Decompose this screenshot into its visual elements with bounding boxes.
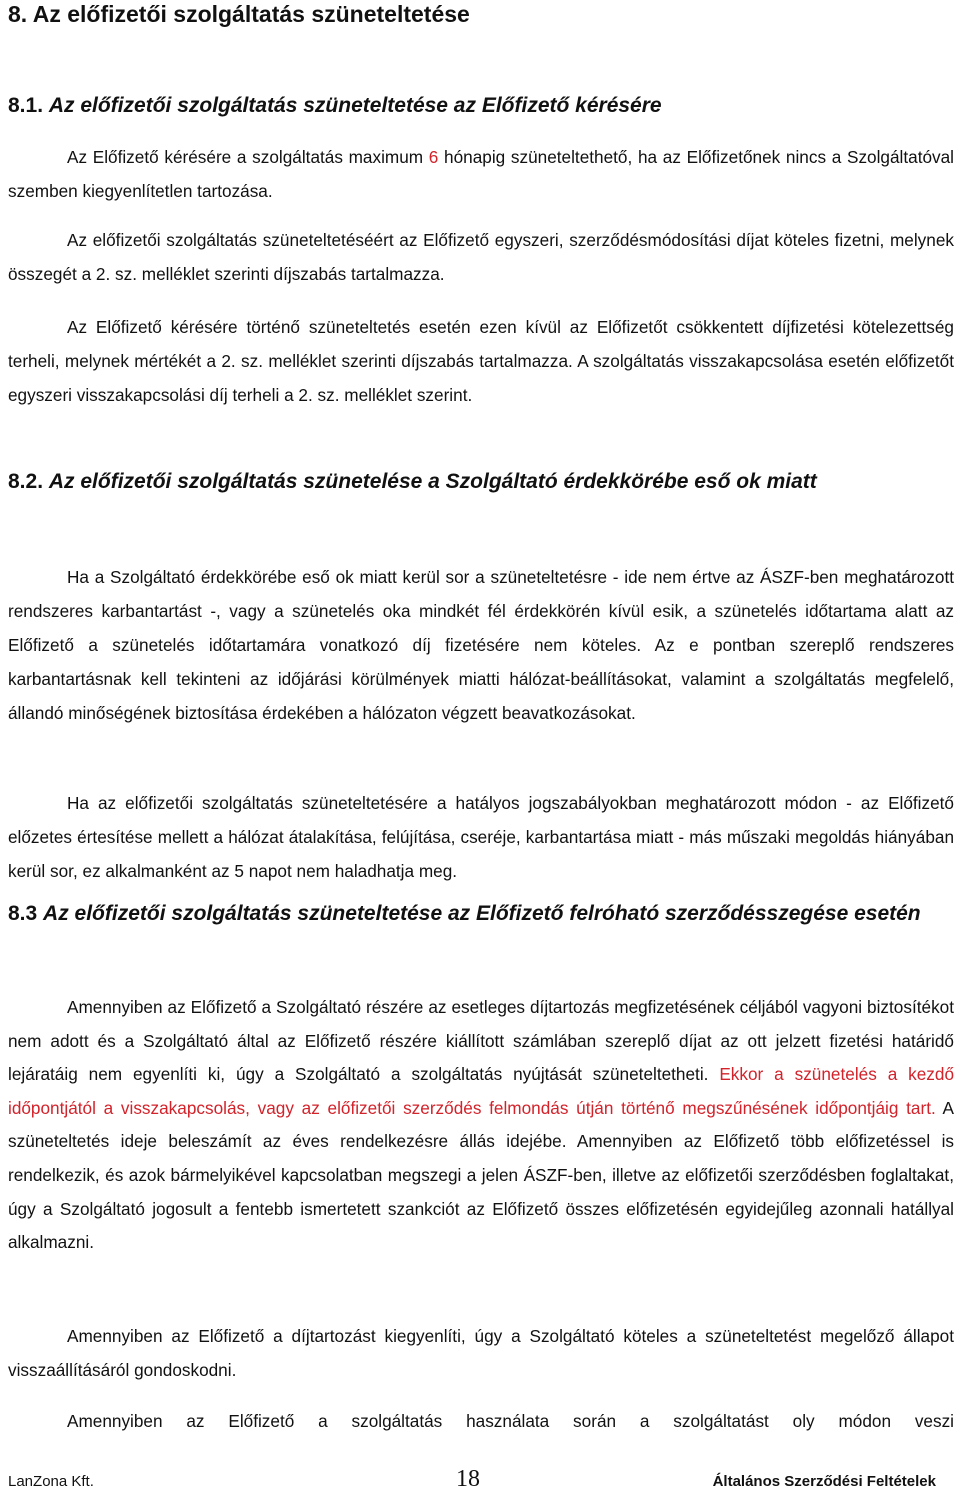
subsection-8-1-title: Az előfizetői szolgáltatás szüneteltetése az Előfizető kérésére [48,94,662,117]
subsection-8-3-number: 8.3 [8,902,38,925]
highlighted-sentence: Ekkor a szünetelés a kezdő időpontjától a visszakapcsolás, vagy az előfizetői szerződés felmondás útján történő megszűnésének időpontjáig tart. [8,1064,955,1118]
paragraph-text: hónapig szüneteltethető, ha az Előfizetőnek nincs a Szolgáltatóval szemben kiegyenlítetlen tartozása. [8,147,954,201]
paragraph-text: Az Előfizető kérésére a szolgáltatás maximum [67,147,429,167]
paragraph-text: Amennyiben az Előfizető a Szolgáltató részére az esetleges díjtartozás megfizetésének céljából vagyoni biztosítékot nem adott és a Szolgáltató által az Előfizető részére kiállított számlában szereplő díjat az ott jelzett fizetési határidő lejáratáig nem egyenlíti ki, úgy a Szolgáltató a szolgáltatás nyújtását szüneteltetheti. [8,997,954,1085]
subsection-8-3-heading [8,893,954,935]
paragraph-8-1-2: Az előfizetői szolgáltatás szüneteltetéséért az Előfizető egyszeri, szerződésmódosítási díjat köteles fizetni, melynek összegét a 2. sz. melléklet szerinti díjszabás tartalmazza. [8,230,954,284]
paragraph-8-3-1 [8,991,954,1260]
subsection-8-2-number: 8.2. [8,470,44,493]
highlighted-months: 6 [428,147,439,167]
subsection-8-2-title: Az előfizetői szolgáltatás szünetelése a Szolgáltató érdekkörébe eső ok miatt [48,470,817,493]
subsection-8-2-heading [8,461,954,503]
subsection-8-1-number: 8.1. [8,94,44,117]
footer-company: LanZona Kft. [8,1473,94,1490]
footer-page-number: 18 [456,1466,480,1492]
subsection-8-1-heading [8,93,662,119]
paragraph-8-2-1: Ha a Szolgáltató érdekkörébe eső ok miatt kerül sor a szüneteltetésre - ide nem értve az ÁSZF-ben meghatározott rendszeres karbantartást -, vagy a szünetelés oka mindkét fél érdekkörén kívül esik, a szünetelés időtartama alatt az Előfizető a szünetelés időtartamára vonatkozó díj fizetésére nem köteles. Az e pontban szereplő rendszeres karbantartásnak kell tekinteni az időjárási körülmények miatti hálózat-beállításokat, valamint a szolgáltatás megfelelő, állandó minőségének biztosítása érdekében a hálózaton végzett beavatkozásokat. [8,567,954,723]
paragraph-8-1-1 [8,140,954,208]
paragraph-8-2-2: Ha az előfizetői szolgáltatás szüneteltetésére a hatályos jogszabályokban meghatározott módon - az Előfizető előzetes értesítése mellett a hálózat átalakítása, felújítása, cseréje, karbantartása miatt - más műszaki megoldás hiányában kerül sor, ez alkalmanként az 5 napot nem haladhatja meg. [8,793,954,881]
paragraph-text: A szüneteltetés ideje beleszámít az éves rendelkezésre állás idejébe. Amennyiben az Előfizető több előfizetéssel is rendelkezik, és azok bármelyikével kapcsolatban megszegi a jelen ÁSZF-ben, illetve az előfizetői szerződésben foglaltakat, úgy a Szolgáltató jogosult a fentebb ismertetett szankciót az Előfizető összes előfizetésén egyidejűleg azonnali hatállyal alkalmazni. [8,1097,955,1253]
footer-doc-title: Általános Szerződési Feltételek [712,1473,936,1490]
paragraph-8-3-3: Amennyiben az Előfizető a szolgáltatás használata során a szolgáltatást oly módon veszi [67,1411,954,1431]
paragraph-8-1-3: Az Előfizető kérésére történő szüneteltetés esetén ezen kívül az Előfizetőt csökkentett díjfizetési kötelezettség terheli, melynek mértékét a 2. sz. melléklet szerinti díjszabás tartalmazza. A szolgáltatás visszakapcsolása esetén előfizetőt egyszeri visszakapcsolási díj terheli a 2. sz. melléklet szerint. [8,317,954,405]
paragraph-8-3-2: Amennyiben az Előfizető a díjtartozást kiegyenlíti, úgy a Szolgáltató köteles a szüneteltetést megelőző állapot visszaállításáról gondoskodni. [8,1326,954,1380]
subsection-8-3-title: Az előfizetői szolgáltatás szüneteltetése az Előfizető felróható szerződésszegése esetén [43,902,921,925]
section-heading: 8. Az előfizetői szolgáltatás szüneteltetése [8,1,470,27]
